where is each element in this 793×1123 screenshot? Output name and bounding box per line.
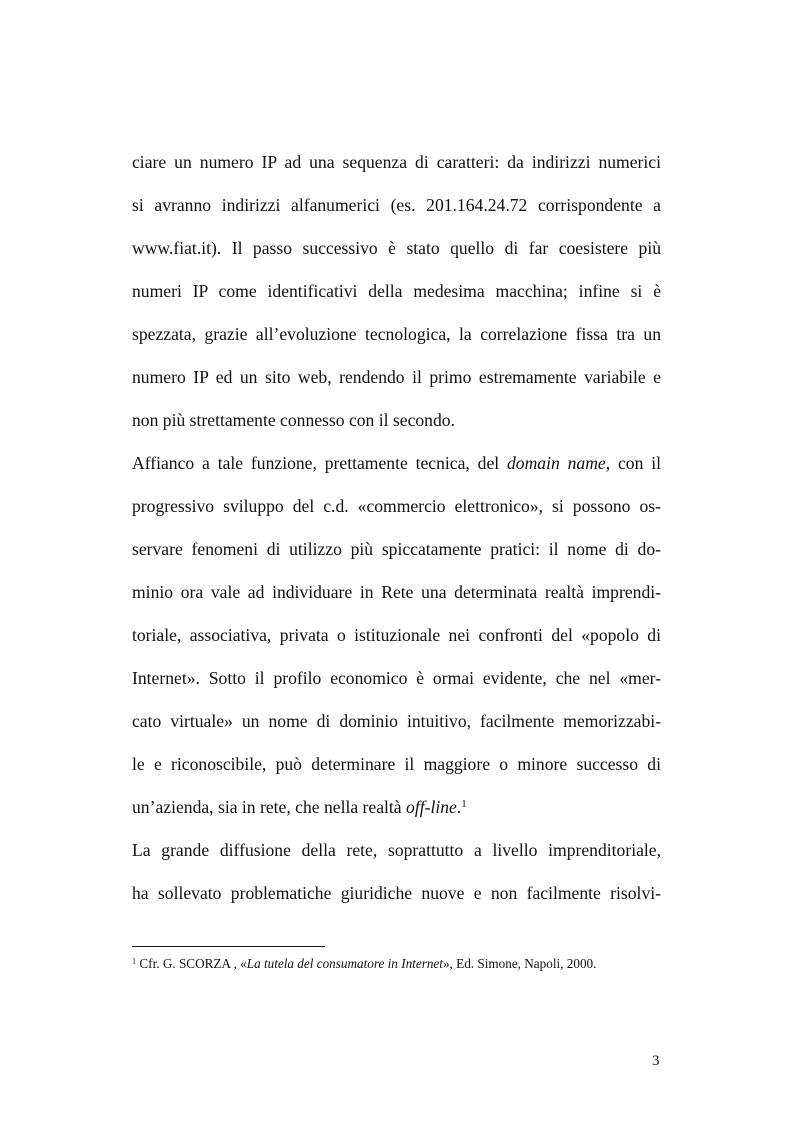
paragraph-end-line: [132, 797, 661, 817]
paragraph-end-line: non più strettamente connesso con il secondo.: [132, 410, 455, 430]
footnote: [132, 956, 596, 972]
text-line: ciare un numero IP ad una sequenza di caratteri: da indirizzi numerici: [132, 152, 661, 172]
footnote-text: Cfr. G. SCORZA , «: [136, 956, 247, 971]
text-line: La grande diffusione della rete, soprattutto a livello imprenditoriale,: [132, 840, 661, 860]
text-line: [132, 453, 661, 473]
text-line: servare fenomeni di utilizzo più spiccatamente pratici: il nome di do-: [132, 539, 661, 559]
footnote-reference[interactable]: 1: [461, 798, 467, 810]
text-run: un’azienda, sia in rete, che nella realtà: [132, 797, 407, 817]
footnote-title: La tutela del consumatore in Internet: [246, 956, 443, 971]
text-line: minio ora vale ad individuare in Rete una determinata realtà imprendi-: [132, 582, 661, 602]
footnote-marker: 1: [132, 956, 137, 966]
footnote-separator: [132, 946, 325, 947]
text-line: progressivo sviluppo del c.d. «commercio elettronico», si possono os-: [132, 496, 661, 516]
text-line: numeri IP come identificativi della medesima macchina; infine si è: [132, 281, 661, 301]
text-line: Internet». Sotto il profilo economico è ormai evidente, che nel «mer-: [132, 668, 661, 688]
italic-term: off-line: [406, 797, 457, 817]
text-line: numero IP ed un sito web, rendendo il primo estremamente variabile e: [132, 367, 661, 387]
text-run: .: [456, 797, 462, 817]
text-line: www.fiat.it). Il passo successivo è stato quello di far coesistere più: [132, 238, 661, 258]
text-line: ha sollevato problematiche giuridiche nuove e non facilmente risolvi-: [132, 883, 661, 903]
page-number: 3: [652, 1053, 660, 1069]
text-line: cato virtuale» un nome di dominio intuitivo, facilmente memorizzabi-: [132, 711, 661, 731]
italic-term: domain name: [507, 453, 606, 473]
footnote-text: », Ed. Simone, Napoli, 2000.: [442, 956, 597, 971]
text-run: , con il: [605, 453, 661, 473]
text-run: Affianco a tale funzione, prettamente tecnica, del: [132, 453, 507, 473]
text-line: le e riconoscibile, può determinare il maggiore o minore successo di: [132, 754, 661, 774]
text-line: si avranno indirizzi alfanumerici (es. 201.164.24.72 corrispondente a: [132, 195, 661, 215]
text-line: toriale, associativa, privata o istituzionale nei confronti del «popolo di: [132, 625, 661, 645]
text-line: spezzata, grazie all’evoluzione tecnologica, la correlazione fissa tra un: [132, 324, 661, 344]
